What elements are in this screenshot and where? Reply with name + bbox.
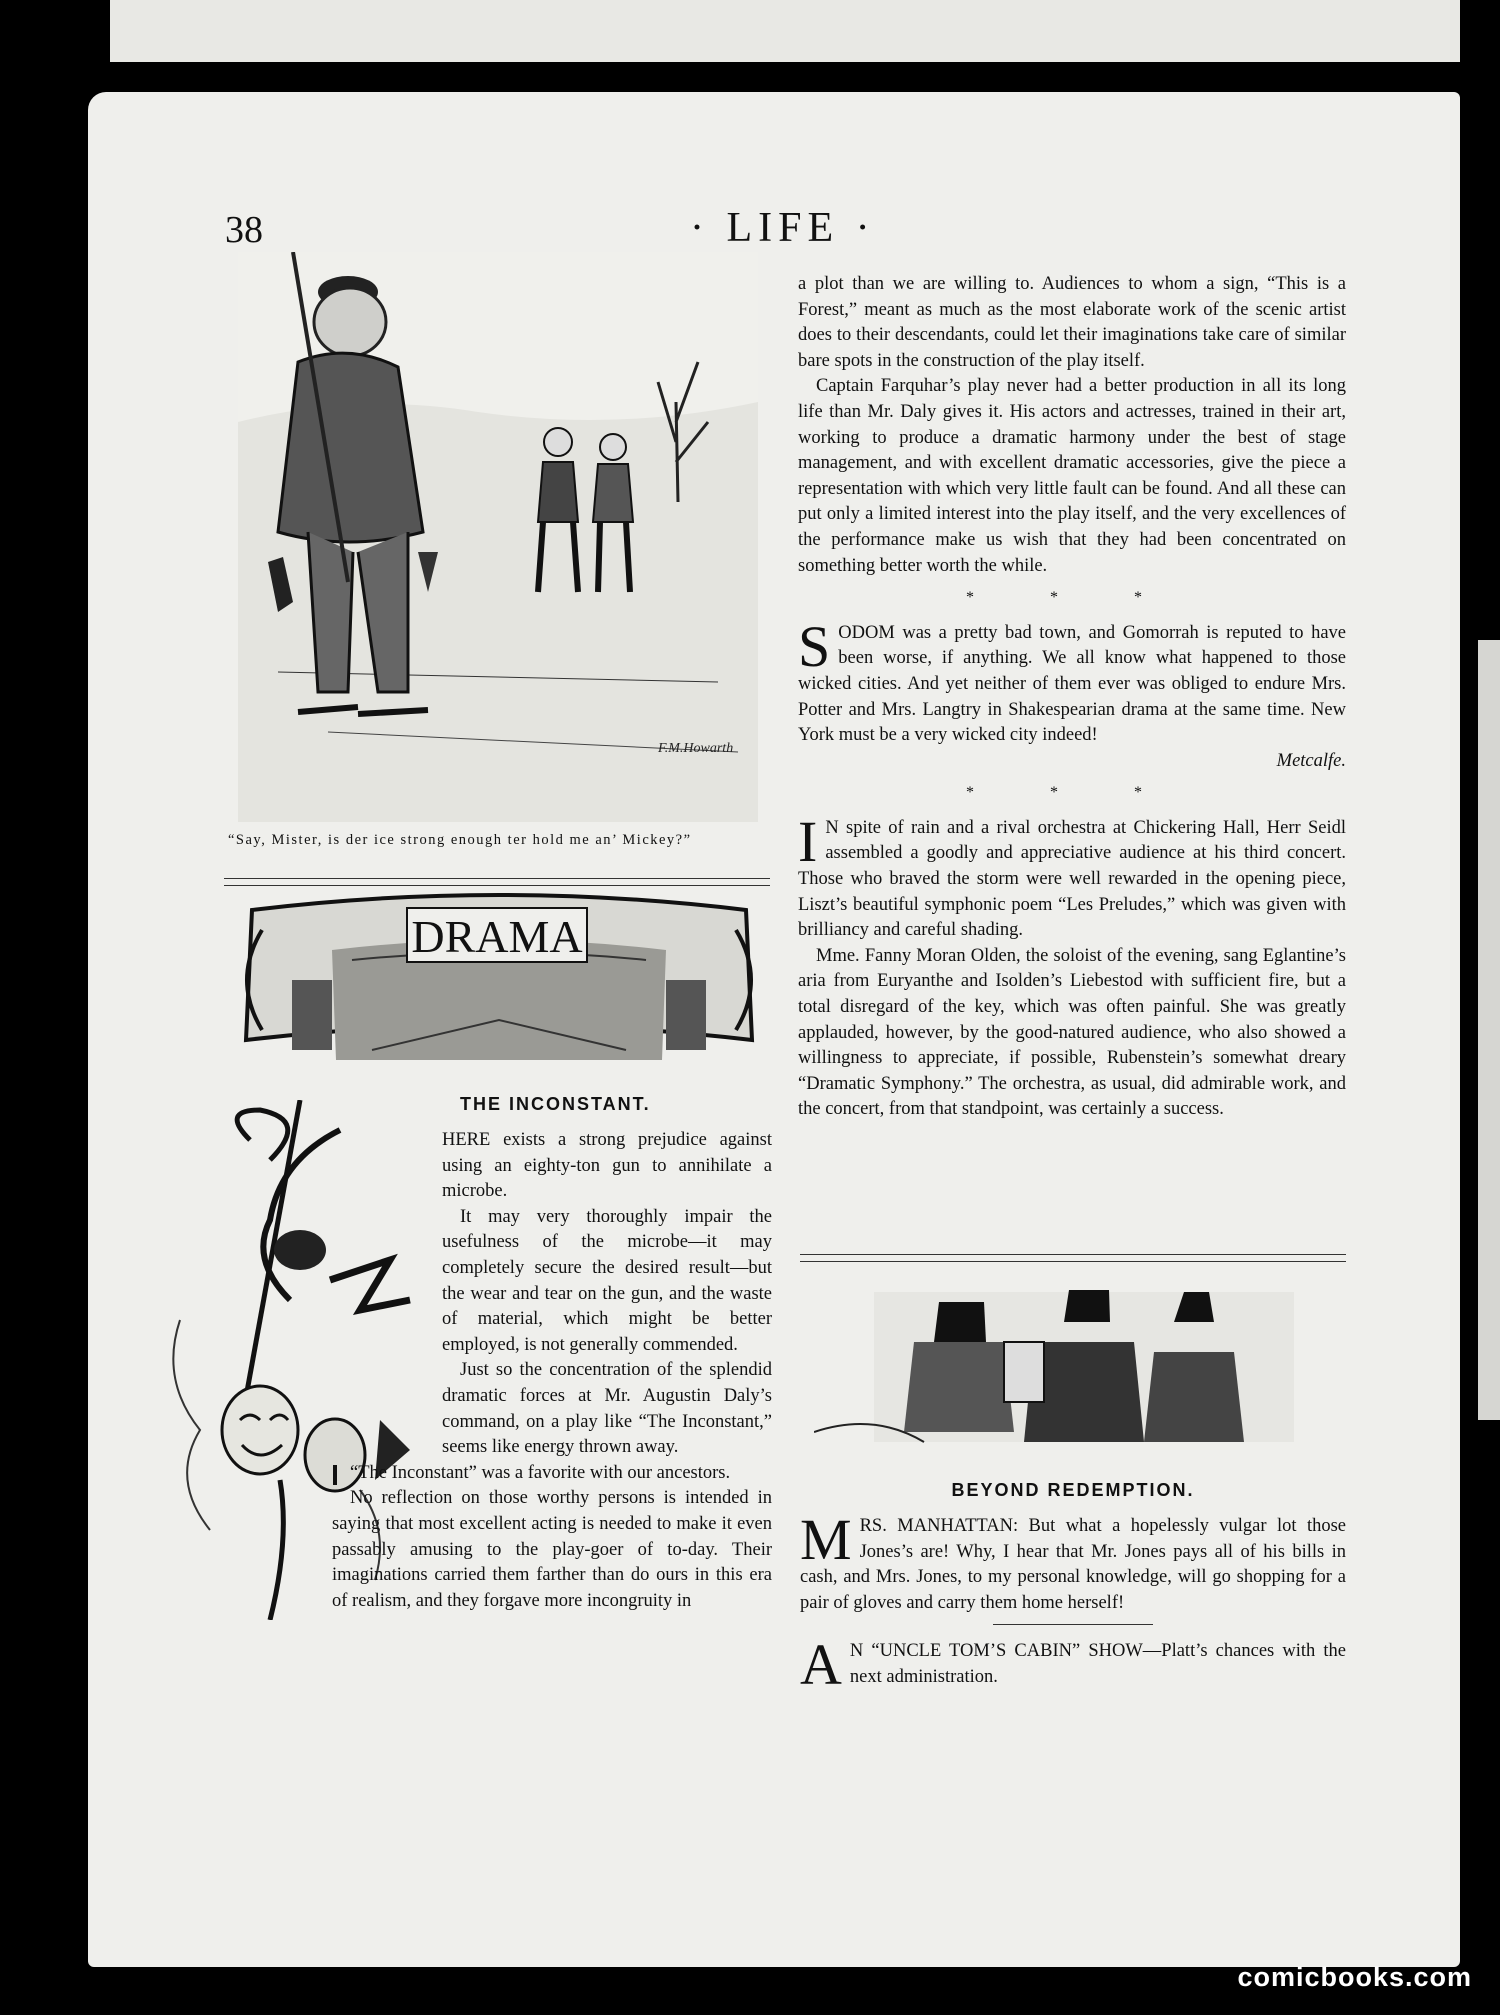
page-number: 38: [225, 209, 263, 251]
seidl-text: N spite of rain and a rival orchestra at Chickering Hall, Herr Seidl assembled a goodly and appreciative audience at his third concert. Those who braved the storm were well rewarded in the opening piece, Liszt’s beautiful symphonic poem “Les Preludes,” which was given with brilliancy and careful shading.: [798, 817, 1346, 941]
olden-paragraph: Mme. Fanny Moran Olden, the soloist of the evening, sang Eglantine’s aria from Euryanthe and Isolden’s Liebestod with sufficient fire, but a total disregard of the key, which was often painful. She was greatly applauded, however, by the good-natured audience, who also showed a willingness to appreciate, if possible, Rubenstein’s somewhat dreary “Dramatic Symphony.” The orchestra, as usual, did admirable work, and the concert, from that standpoint, was certainly a success.: [798, 945, 1346, 1120]
cartoon-signature: F.M.Howarth: [658, 741, 734, 756]
inconstant-paragraph: Just so the concentration of the splendid dramatic forces at Mr. Augustin Daly’s command, on a play like “The Inconstant,” seems like energy thrown away.: [442, 1360, 772, 1458]
short-rule: [993, 1624, 1153, 1625]
drop-cap: M: [800, 1507, 852, 1572]
inconstant-paragraph: “The Inconstant” was a favorite with our ancestors.: [350, 1462, 731, 1483]
right-column: [798, 272, 1346, 1123]
redemption-heading: BEYOND REDEMPTION.: [951, 1480, 1195, 1500]
carriage-illustration: [814, 1282, 1350, 1452]
farquhar-paragraph: Captain Farquhar’s play never had a better production in all its long life than Mr. Daly gives it. His actors and actresses, trained in their art, working to produce a dramatic harmony under the best of stage management, and with excellent dramatic accessories, give the piece a representation with which very little fault can be found. And all these can put only a limited interest into the play itself, and the very excellences of the performance make us wish that they had been concentrated on something better worth the while.: [798, 376, 1346, 576]
divider-rule: [224, 878, 770, 886]
sodom-text: ODOM was a pretty bad town, and Gomorrah is reputed to have been worse, if anything. We all know what happened to those wicked cities. And yet neither of them ever was obliged to endure Mrs. Potter and Mrs. Langtry in Shakespearian drama at the same time. New York must be a very wicked city indeed!: [798, 622, 1346, 746]
next-page-sliver: [1478, 640, 1500, 1420]
inconstant-paragraph: HERE exists a strong prejudice against using an eighty-ton gun to annihilate a microbe.: [442, 1130, 772, 1202]
inconstant-paragraph: No reflection on those worthy persons is intended in saying that most excellent acting is needed to make it even passably amusing to the play-goer of to-day. Their imaginations carried them farther than do ours in this era of realism, and they forgave more incongruity in: [332, 1488, 772, 1611]
drop-cap: S: [798, 613, 831, 679]
uncle-tom-text: N “UNCLE TOM’S CABIN” SHOW—Platt’s chances with the next administration.: [849, 1641, 1346, 1687]
drama-title: DRAMA: [411, 911, 583, 962]
inconstant-article: [332, 1128, 772, 1614]
section-stars: * * *: [966, 589, 1178, 607]
cartoon-caption: “Say, Mister, is der ice strong enough ter hold me an’ Mickey?”: [228, 832, 692, 848]
divider-rule: [800, 1254, 1346, 1262]
sodom-paragraph: [798, 613, 1346, 749]
inconstant-heading: THE INCONSTANT.: [460, 1094, 651, 1114]
drama-header-illustration: [232, 890, 766, 1080]
redemption-paragraph: [800, 1507, 1346, 1616]
section-stars: * * *: [966, 784, 1178, 802]
drop-cap: A: [800, 1632, 842, 1698]
redemption-article: [800, 1507, 1346, 1698]
uncle-tom-paragraph: [800, 1632, 1346, 1698]
skating-cartoon-illustration: [238, 252, 758, 822]
drop-cap: I: [798, 808, 818, 874]
inconstant-continuation: a plot than we are willing to. Audiences to whom a sign, “This is a Forest,” meant as much as the most elaborate work of the scenic artist does to their descendants, could let their imaginations take care of similar bare spots in the construction of the play itself.: [798, 274, 1346, 371]
redemption-text: RS. MANHATTAN: But what a hopelessly vulgar lot those Jones’s are! Why, I hear that Mr. Jones pays all of his bills in cash, and Mrs. Jones, to my personal knowledge, will go shopping for a pair of gloves and carry them home herself!: [800, 1516, 1346, 1613]
seidl-paragraph: [798, 808, 1346, 944]
signature: Metcalfe.: [1276, 750, 1346, 771]
previous-page-edge: [110, 0, 1490, 62]
masthead: · LIFE ·: [690, 205, 876, 251]
inconstant-paragraph: It may very thoroughly impair the usefulness of the microbe—it may completely secure the desired result—but the wear and tear on the gun, and the waste of material, which might be better employed, is not generally commended.: [442, 1206, 772, 1355]
watermark: comicbooks.com: [1237, 1962, 1472, 1992]
